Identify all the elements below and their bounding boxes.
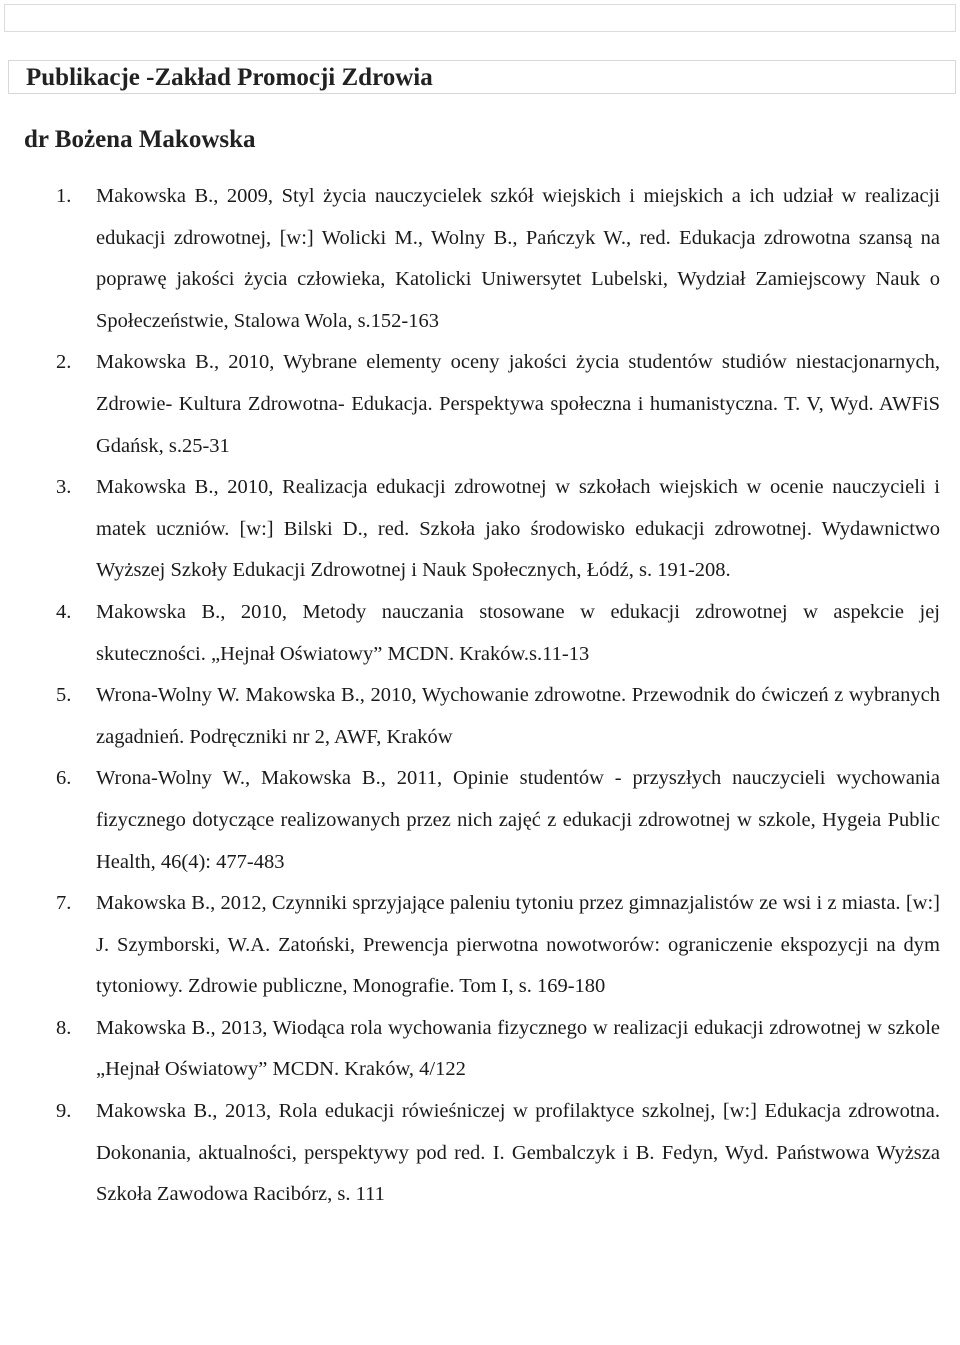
publication-item <box>0 467 960 592</box>
publication-number: 1. <box>56 185 72 207</box>
publication-item <box>0 592 960 675</box>
publication-item <box>0 1091 960 1216</box>
publication-text: Makowska B., 2010, Metody nauczania stosowane w edukacji zdrowotnej w aspekcie jej skuteczności. „Hejnał Oświatowy” MCDN. Kraków.s.11-13 <box>96 600 940 665</box>
publication-number: 4. <box>56 600 72 623</box>
publication-item <box>0 883 960 1008</box>
publication-number: 2. <box>56 351 72 374</box>
publication-text: Makowska B., 2010, Wybrane elementy oceny jakości życia studentów studiów niestacjonarnych, Zdrowie- Kultura Zdrowotna- Edukacja. Perspektywa społeczna i humanistyczna. T. V, Wyd. AWFiS Gdańsk, s.25-31 <box>96 351 940 457</box>
publication-text: Makowska B., 2013, Rola edukacji rówieśniczej w profilaktyce szkolnej, [w:] Edukacja zdrowotna. Dokonania, aktualności, perspektywy pod red. I. Gembalczyk i B. Fedyn, Wyd. Państwowa Wyższa Szkoła Zawodowa Racibórz, s. 111 <box>96 1100 940 1206</box>
publication-text: Wrona-Wolny W. Makowska B., 2010, Wychowanie zdrowotne. Przewodnik do ćwiczeń z wybranych zagadnień. Podręczniki nr 2, AWF, Kraków <box>96 684 940 748</box>
page-title: Publikacje -Zakład Promocji Zdrowia <box>26 64 433 91</box>
publication-number: 3. <box>56 476 72 499</box>
publication-item <box>0 176 960 342</box>
publication-item <box>0 758 960 883</box>
publication-text: Makowska B., 2012, Czynniki sprzyjające paleniu tytoniu przez gimnazjalistów ze wsi i z miasta. [w:] J. Szymborski, W.A. Zatoński, Prewencja pierwotna nowotworów: ograniczenie ekspozycji na dym tytoniowy. Zdrowie publiczne, Monografie. Tom I, s. 169-180 <box>96 892 940 998</box>
publication-item <box>0 675 960 758</box>
publication-number: 7. <box>56 892 72 915</box>
publication-item <box>0 1008 960 1091</box>
publication-text: Makowska B., 2009, Styl życia nauczycielek szkół wiejskich i miejskich a ich udział w realizacji edukacji zdrowotnej, [w:] Wolicki M., Wolny B., Pańczyk W., red. Edukacja zdrowotna szansą na poprawę jakości życia człowieka, Katolicki Uniwersytet Lubelski, Wydział Zamiejscowy Nauk o Społeczeństwie, Stalowa Wola, s.152-163 <box>96 185 940 332</box>
author-name: dr Bożena Makowska <box>24 126 256 153</box>
publication-list <box>0 176 960 1216</box>
top-empty-box <box>4 4 956 32</box>
publication-text: Wrona-Wolny W., Makowska B., 2011, Opinie studentów - przyszłych nauczycieli wychowania fizycznego dotyczące realizowanych przez nich zajęć z edukacji zdrowotnej w szkole, Hygeia Public Health, 46(4): 477-483 <box>96 767 940 873</box>
publication-number: 6. <box>56 767 72 790</box>
publication-item <box>0 342 960 467</box>
publication-number: 8. <box>56 1016 72 1039</box>
publication-number: 9. <box>56 1100 72 1123</box>
publication-text: Makowska B., 2010, Realizacja edukacji zdrowotnej w szkołach wiejskich w ocenie nauczycieli i matek uczniów. [w:] Bilski D., red. Szkoła jako środowisko edukacji zdrowotnej. Wydawnictwo Wyższej Szkoły Edukacji Zdrowotnej i Nauk Społecznych, Łódź, s. 191-208. <box>96 476 940 582</box>
publication-number: 5. <box>56 684 72 707</box>
publication-text: Makowska B., 2013, Wiodąca rola wychowania fizycznego w realizacji edukacji zdrowotnej w szkole „Hejnał Oświatowy” MCDN. Kraków, 4/122 <box>96 1016 940 1081</box>
